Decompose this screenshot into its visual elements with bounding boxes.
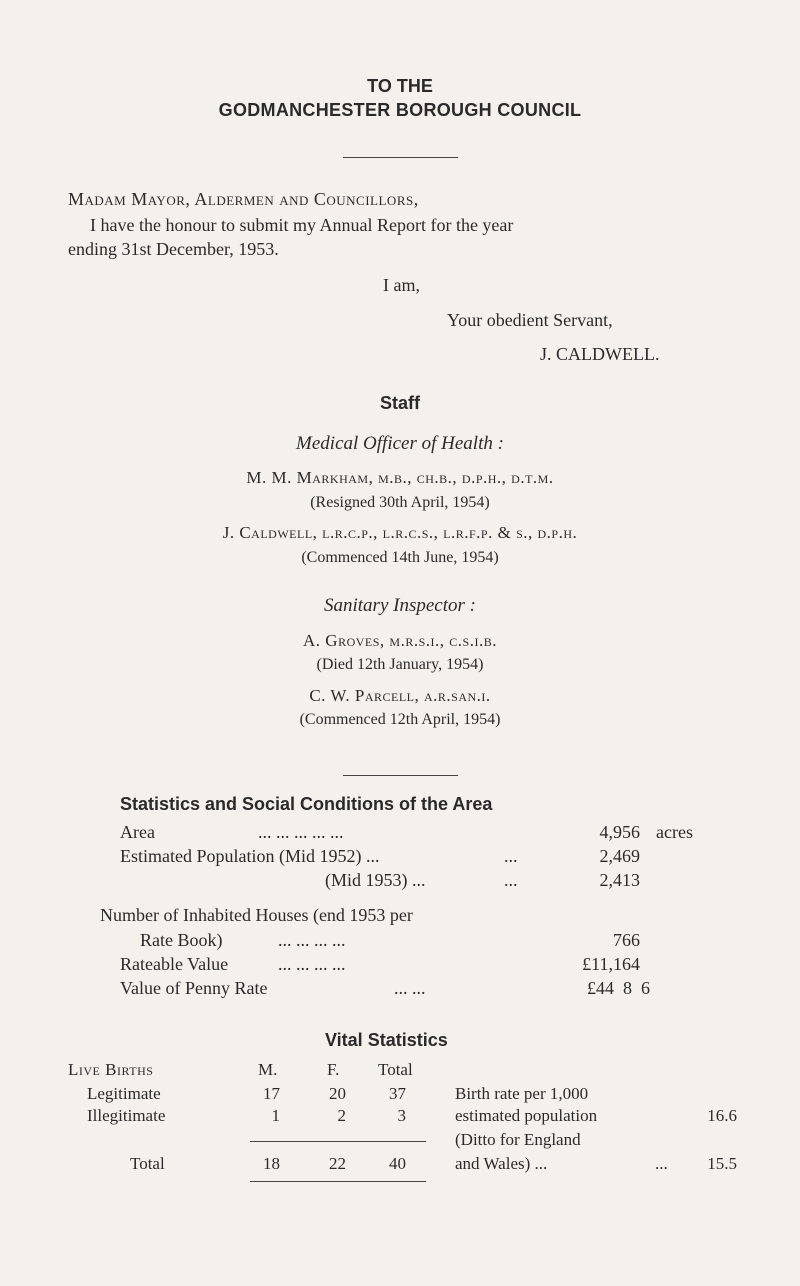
moh-title: Medical Officer of Health : bbox=[296, 433, 504, 454]
vital-bottom-rule bbox=[250, 1181, 426, 1182]
vital-legit-f: 20 bbox=[329, 1084, 346, 1103]
vital-total-total: 40 bbox=[389, 1154, 406, 1173]
vital-legit-m: 17 bbox=[263, 1084, 280, 1103]
stats-value-penny-rate: £44 8 6 bbox=[587, 978, 650, 998]
heading-council: GODMANCHESTER BOROUGH COUNCIL bbox=[218, 100, 582, 120]
birth-rate-england-value: 15.5 bbox=[707, 1154, 737, 1173]
birth-rate-note-4: and Wales) ... bbox=[455, 1154, 548, 1173]
vital-illegit-f: 2 bbox=[337, 1106, 346, 1125]
vital-total-f: 22 bbox=[329, 1154, 346, 1173]
moh1-note: (Resigned 30th April, 1954) bbox=[310, 494, 490, 511]
vital-legit-total: 37 bbox=[389, 1084, 406, 1103]
birth-rate-note-1: Birth rate per 1,000 bbox=[455, 1084, 589, 1103]
vital-label-legitimate: Legitimate bbox=[87, 1084, 161, 1103]
vital-total-m: 18 bbox=[263, 1154, 280, 1173]
vital-illegit-m: 1 bbox=[271, 1106, 280, 1125]
note-dots: ... bbox=[655, 1154, 668, 1173]
stats-unit-acres: acres bbox=[656, 822, 693, 842]
vital-row-header: Live Births bbox=[68, 1060, 154, 1079]
vital-col-m: M. bbox=[258, 1060, 278, 1079]
birth-rate-value: 16.6 bbox=[707, 1106, 737, 1125]
moh1-name: M. M. Markham, m.b., ch.b., d.p.h., d.t.m. bbox=[246, 468, 554, 487]
si1-note: (Died 12th January, 1954) bbox=[316, 656, 484, 673]
signature: J. CALDWELL. bbox=[540, 344, 660, 364]
stats-dots: ... bbox=[504, 870, 518, 890]
stats-label-rateable: Rateable Value bbox=[120, 954, 229, 974]
stats-heading: Statistics and Social Conditions of the Area bbox=[120, 794, 493, 814]
birth-rate-note-3: (Ditto for England bbox=[455, 1130, 581, 1149]
stats-value-pop-1953: 2,413 bbox=[599, 870, 640, 890]
stats-label-penny-rate: Value of Penny Rate bbox=[120, 978, 268, 998]
stats-label-houses: Number of Inhabited Houses (end 1953 per bbox=[100, 905, 413, 925]
vital-illegit-total: 3 bbox=[397, 1106, 406, 1125]
closing-i-am: I am, bbox=[383, 275, 420, 295]
stats-label-rate-book: Rate Book) bbox=[140, 930, 223, 950]
stats-value-area: 4,956 bbox=[599, 822, 640, 842]
vital-label-total: Total bbox=[130, 1154, 165, 1173]
stats-value-houses: 766 bbox=[613, 930, 640, 950]
stats-dots: ... ... bbox=[394, 978, 426, 998]
si1-name: A. Groves, m.r.s.i., c.s.i.b. bbox=[303, 631, 497, 650]
stats-dots: ... ... ... ... bbox=[278, 954, 346, 974]
stats-label-pop-1953: (Mid 1953) ... bbox=[325, 870, 426, 890]
stats-dots: ... bbox=[504, 846, 518, 866]
divider bbox=[343, 775, 458, 776]
stats-dots: ... ... ... ... bbox=[278, 930, 346, 950]
staff-heading: Staff bbox=[380, 393, 420, 413]
letter-body-line1: I have the honour to submit my Annual Report for the year bbox=[90, 215, 514, 235]
si-title: Sanitary Inspector : bbox=[324, 595, 476, 616]
vital-label-illegitimate: Illegitimate bbox=[87, 1106, 166, 1125]
stats-dots: ... ... ... ... ... bbox=[258, 822, 344, 842]
stats-label-area: Area bbox=[120, 822, 155, 842]
moh2-name: J. Caldwell, l.r.c.p., l.r.c.s., l.r.f.p. & s., d.p.h. bbox=[222, 523, 578, 542]
stats-value-pop-1952: 2,469 bbox=[599, 846, 640, 866]
heading-to-the: TO THE bbox=[367, 76, 433, 96]
vital-col-f: F. bbox=[327, 1060, 340, 1079]
si2-name: C. W. Parcell, a.r.san.i. bbox=[309, 686, 491, 705]
closing-servant: Your obedient Servant, bbox=[447, 310, 613, 330]
vital-heading: Vital Statistics bbox=[325, 1030, 448, 1050]
stats-value-rateable: £11,164 bbox=[582, 954, 640, 974]
birth-rate-note-2: estimated population bbox=[455, 1106, 598, 1125]
divider bbox=[343, 157, 458, 158]
vital-total-rule bbox=[250, 1141, 426, 1142]
letter-body-line2: ending 31st December, 1953. bbox=[68, 239, 279, 259]
vital-col-total: Total bbox=[378, 1060, 413, 1079]
si2-note: (Commenced 12th April, 1954) bbox=[299, 711, 501, 728]
moh2-note: (Commenced 14th June, 1954) bbox=[301, 549, 499, 566]
salutation: Madam Mayor, Aldermen and Councillors, bbox=[68, 189, 419, 209]
stats-label-pop-1952: Estimated Population (Mid 1952) ... bbox=[120, 846, 380, 866]
